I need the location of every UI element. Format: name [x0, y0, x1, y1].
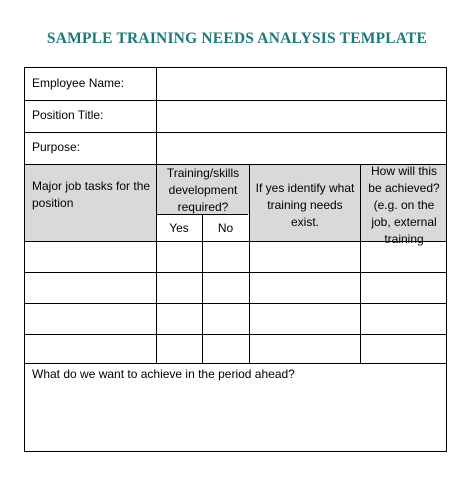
column-divider	[249, 164, 250, 363]
employee-name-field[interactable]	[157, 69, 445, 99]
row-divider	[25, 334, 446, 335]
major-tasks-header: Major job tasks for the position	[32, 179, 151, 210]
document-title: SAMPLE TRAINING NEEDS ANALYSIS TEMPLATE	[46, 30, 428, 47]
row-divider	[25, 363, 446, 364]
position-title-field[interactable]	[157, 101, 445, 131]
purpose-field[interactable]	[157, 133, 445, 163]
column-divider	[360, 164, 361, 363]
no-header: No	[217, 221, 234, 235]
purpose-label: Purpose:	[32, 140, 81, 154]
how-achieved-header: How will this be achieved? (e.g. on the job, external training	[368, 164, 440, 246]
employee-name-label: Employee Name:	[32, 76, 125, 90]
period-ahead-answer[interactable]	[26, 384, 445, 449]
yes-header: Yes	[169, 221, 189, 235]
position-title-label: Position Title:	[32, 108, 104, 122]
identify-training-header: If yes identify what training needs exist.	[255, 181, 355, 229]
period-ahead-question: What do we want to achieve in the period ahead?	[32, 367, 295, 381]
training-needs-form	[24, 67, 447, 452]
row-divider	[25, 303, 446, 304]
row-divider	[25, 272, 446, 273]
training-required-header: Training/skills development required?	[166, 166, 240, 214]
